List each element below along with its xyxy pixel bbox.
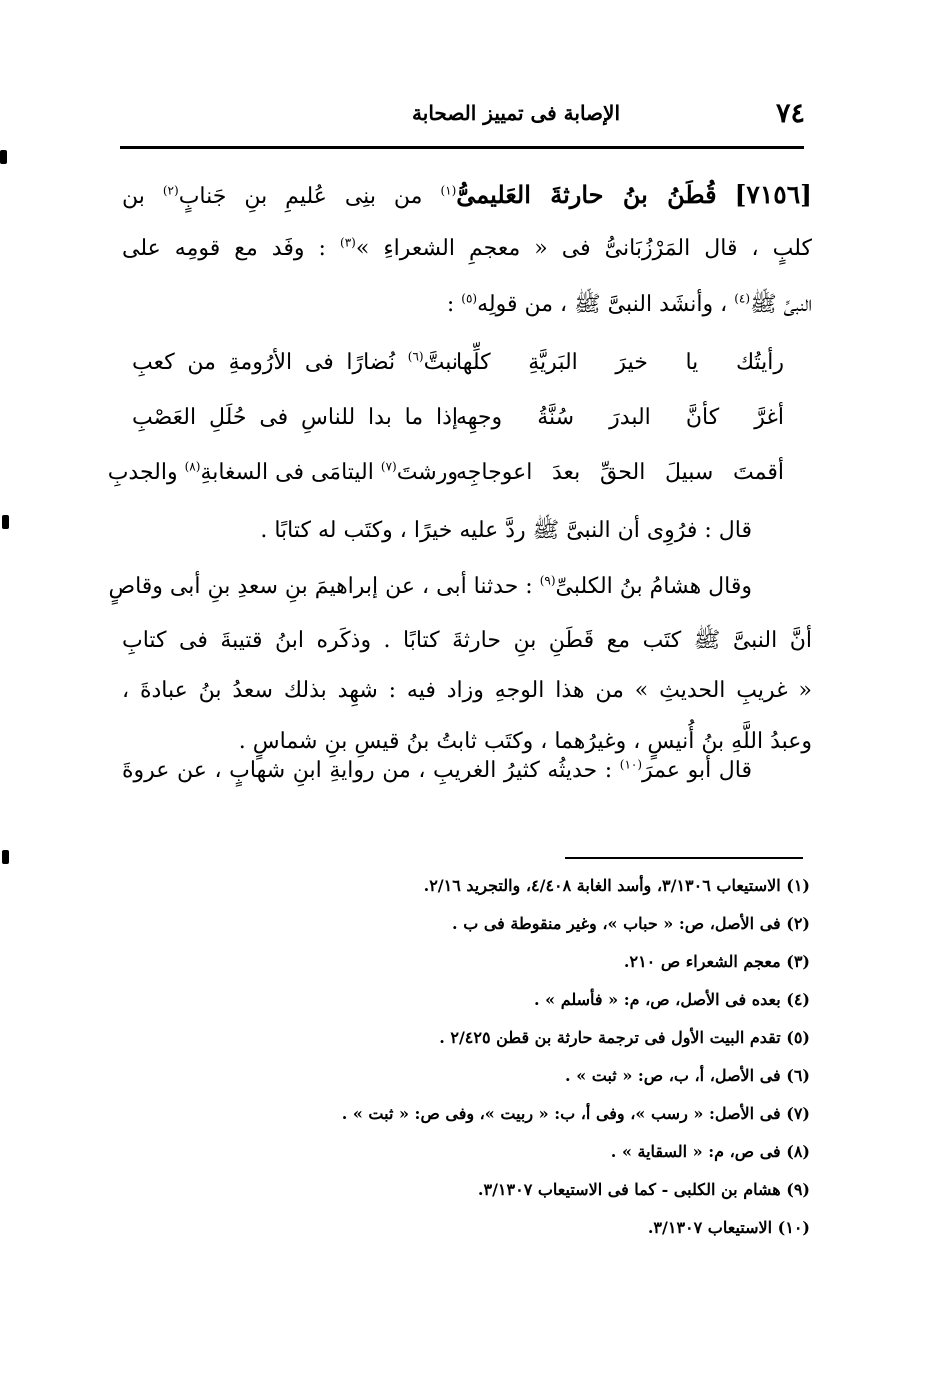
text-line: وعبدُ اللَّهِ بنُ أُنيسٍ ، وغيرُهما ، وكتَب ثابتُ بنُ قيسِ بنِ شماسٍ .: [238, 729, 812, 754]
text-line: « غريبِ الحديثِ » من هذا الوجهِ وزاد فيه : شهِد بذلك سعدُ بنُ عبادةَ ،: [122, 678, 812, 703]
footnote: (٣) معجم الشعراء ص ٢١٠.: [623, 952, 810, 971]
running-title: الإصابة فى تمييز الصحابة: [412, 101, 620, 125]
text-line: قال : فرُوِى أن النبىَّ ﷺ ردَّ عليه خيرًا ، وكتَب له كتابًا .: [260, 518, 752, 543]
footnote-mark: (٥): [461, 291, 478, 306]
verse-line: [122, 350, 812, 390]
footnote: (٥) تقدم البيت الأول فى ترجمة حارثة بن قطن ٢/٤٢٥ .: [439, 1028, 810, 1047]
verse-second-hemistich: [107, 459, 458, 485]
footnote: (١) الاستيعاب ٣/١٣٠٦، وأسد الغابة ٤/٤٠٨، والتجريد ٢/١٦.: [423, 876, 810, 895]
text-span: بن: [122, 184, 145, 209]
text-span: والجدبِ: [107, 460, 178, 485]
verse-line: [122, 405, 812, 445]
text-line: أنَّ النبىَّ ﷺ كتَب مع قَطَنِ بنِ حارثةَ كتابًا . وذكَره ابنُ قتيبةَ فى كتابِ: [122, 628, 812, 653]
scan-mark: [0, 150, 7, 164]
text-span: ورشتَ: [396, 460, 458, 485]
page-header: [120, 98, 805, 134]
footnote-mark: (٢): [162, 183, 179, 198]
text-span: : وفَد مع قومِه على: [122, 236, 326, 261]
footnote-mark: (١٠): [619, 757, 643, 772]
footnote-mark: (٩): [539, 573, 556, 588]
text-span: اليتامَى فى السغابةِ: [200, 460, 374, 485]
scan-mark: [2, 515, 9, 529]
footnote-mark: (٦): [407, 349, 424, 364]
text-span: قال أبو عمرَ: [642, 758, 752, 783]
footnote-mark: (٧): [380, 459, 397, 474]
footnote-mark: (٣): [340, 235, 356, 250]
footnote: (٢) فى الأصل، ص: « حباب »، وغير منقوطة فى ب .: [452, 914, 810, 933]
verse-first-hemistich: أقمتَ سبيلَ الحقِّ بعدَ اعوجاجِه: [456, 460, 784, 485]
entry-number: [٧١٥٦]: [734, 180, 812, 209]
verse-line: [107, 459, 812, 500]
footnote-mark: (٨): [184, 459, 201, 474]
text-span: : حدثنا أبى ، عن إبراهيمَ بنِ سعدِ بنِ أبى وقاصٍ: [108, 574, 533, 599]
footnote: (٤) بعده فى الأصل، ص، م: « فأسلم » .: [533, 990, 810, 1009]
verse-first-hemistich: رأيتُك يا خيرَ البَريَّةِ كلِّها: [456, 350, 784, 375]
text-line: [108, 573, 812, 599]
text-span: : حديثُه كثيرُ الغريبِ ، من روايةِ ابنِ شهابٍ ، عن عروةَ: [122, 758, 613, 783]
text-span: النبىِّ ﷺ: [750, 292, 812, 317]
entry-name: قُطَنُ بنُ حارثةَ العَليمىُّ: [456, 180, 717, 209]
verse-second-hemistich: [132, 350, 458, 375]
text-span: :: [446, 292, 455, 317]
text-line: [122, 290, 812, 322]
page-number: ٧٤: [775, 98, 805, 129]
footnote: (٩) هشام بن الكلبى - كما فى الاستيعاب ٣/١٣٠٧.: [477, 1180, 810, 1199]
text-span: نُضارًا فى الأرُومةِ من كعبِ: [132, 350, 396, 375]
verse-second-hemistich: إذا ما بدا للناسِ فى حُلَلِ العَصْبِ: [132, 405, 458, 430]
footnote-mark: (٤): [734, 291, 751, 306]
text-span: ، وأنشَد النبىَّ ﷺ ، من قولِه: [477, 292, 728, 317]
text-span: كلبٍ ، قال المَرْزُبَانىُّ فى « معجمِ الشعراءِ »: [355, 236, 813, 261]
footnote-mark: (١): [440, 183, 457, 198]
footnote: (١٠) الاستيعاب ٣/١٣٠٧.: [647, 1218, 810, 1237]
footnote: (٦) فى الأصل، أ، ب، ص: « ثبت » .: [565, 1066, 810, 1085]
text-span: من بنِى عُليمِ بنِ جَنابٍ: [178, 184, 423, 209]
scan-mark: [2, 850, 9, 864]
footnote: (٨) فى ص، م: « السقاية » .: [610, 1142, 810, 1161]
footnote: (٧) فى الأصل: « رسب »، وفى أ، ب: « ربيت »، وفى ص: « ثبت » .: [341, 1104, 810, 1123]
text-line: [122, 236, 812, 261]
verse-first-hemistich: أغرَّ كأنَّ البدرَ سُنَّةُ وجهِه: [456, 405, 784, 430]
text-span: وقال هشامُ بنُ الكلبىِّ: [555, 574, 752, 599]
header-rule: [120, 146, 804, 149]
text-span: نبتَّ: [423, 350, 458, 375]
text-line: [122, 180, 812, 209]
footnote-rule: [565, 857, 803, 859]
text-line: [122, 758, 812, 783]
